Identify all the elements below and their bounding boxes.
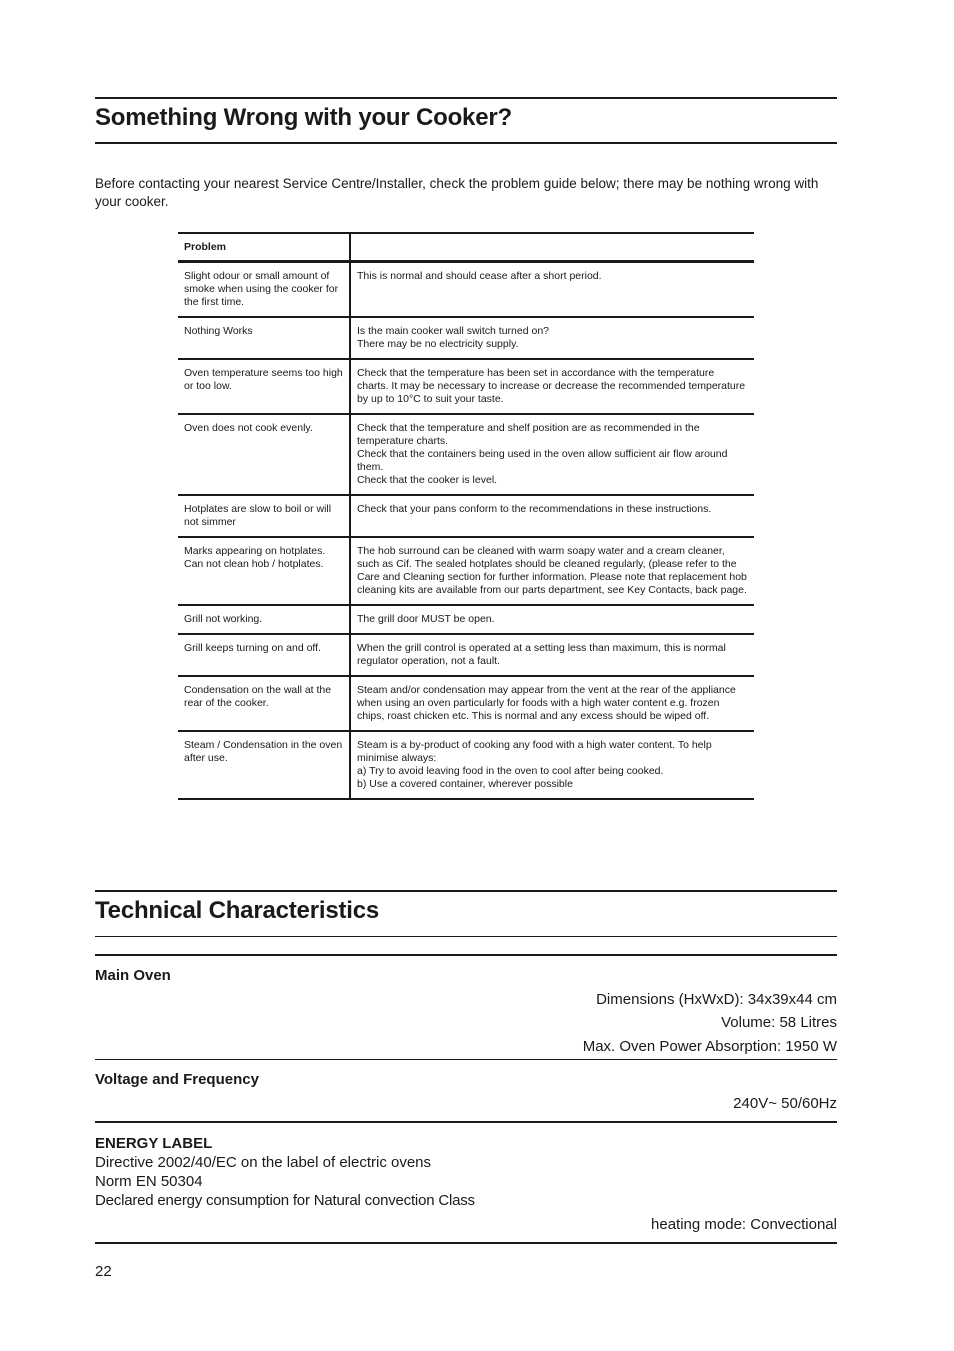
problem-cell: Oven does not cook evenly.: [178, 414, 350, 495]
energy-rule: [95, 1121, 837, 1123]
solution-cell: When the grill control is operated at a setting less than maximum, this is normal regulator operation, not a fault.: [350, 634, 754, 676]
energy-declared: Declared energy consumption for Natural convection Class: [95, 1192, 475, 1209]
solution-cell: Check that the temperature has been set in accordance with the temperature charts. It may be necessary to increase or decrease the recommended temperature by up to 10°C to suit your taste.: [350, 359, 754, 414]
problem-cell: Condensation on the wall at the rear of the cooker.: [178, 676, 350, 731]
solution-cell: Steam is a by-product of cooking any food with a high water content. To help minimise always: a) Try to avoid leaving food in the oven to cool after being cooked. b) Use a covered container, wherever possible: [350, 731, 754, 799]
table-row: [178, 317, 754, 359]
problem-cell: Oven temperature seems too high or too low.: [178, 359, 350, 414]
table-row: [178, 414, 754, 495]
header-problem: Problem: [178, 233, 350, 262]
section-title-troubleshooting: Something Wrong with your Cooker?: [95, 104, 512, 131]
solution-cell: Steam and/or condensation may appear from the vent at the rear of the appliance when using an oven particularly for foods with a high water content e.g. frozen chips, roast chicken etc. This is normal and any excess should be wiped off.: [350, 676, 754, 731]
energy-directive: Directive 2002/40/EC on the label of electric ovens: [95, 1154, 432, 1171]
page-number: 22: [95, 1263, 112, 1280]
section2-top-rule: [95, 890, 837, 892]
table-header-row: [178, 233, 754, 262]
problem-cell: Grill not working.: [178, 605, 350, 634]
solution-cell: Check that the temperature and shelf position are as recommended in the temperature charts. Check that the containers being used in the oven allow sufficient air flow around them. Check that the cooker is level.: [350, 414, 754, 495]
problem-cell: Slight odour or small amount of smoke when using the cooker for the first time.: [178, 262, 350, 318]
voltage-value: 240V~ 50/60Hz: [733, 1095, 837, 1112]
table-row: [178, 262, 754, 318]
main-oven-rule: [95, 954, 837, 956]
energy-norm: Norm EN 50304: [95, 1173, 203, 1190]
table-row: [178, 359, 754, 414]
problem-cell: Grill keeps turning on and off.: [178, 634, 350, 676]
solution-cell: Is the main cooker wall switch turned on? There may be no electricity supply.: [350, 317, 754, 359]
solution-cell: This is normal and should cease after a short period.: [350, 262, 754, 318]
solution-cell: The hob surround can be cleaned with warm soapy water and a cream cleaner, such as Cif. The sealed hotplates should be cleaned regularly, (please refer to the Care and Cleaning section for further information. Please note that replacement hob cleaning kits are available from our parts department, see Key Contacts, back page.: [350, 537, 754, 605]
problem-cell: Nothing Works: [178, 317, 350, 359]
section2-title-underline: [95, 936, 837, 937]
oven-dimensions: Dimensions (HxWxD): 34x39x44 cm: [596, 991, 837, 1008]
section-title-technical: Technical Characteristics: [95, 897, 380, 924]
top-rule: [95, 97, 837, 99]
problem-guide-table: [178, 232, 754, 800]
problem-cell: Hotplates are slow to boil or will not simmer: [178, 495, 350, 537]
main-oven-heading: Main Oven: [95, 967, 171, 984]
voltage-rule: [95, 1059, 837, 1060]
intro-paragraph: Before contacting your nearest Service Centre/Installer, check the problem guide below; there may be nothing wrong with your cooker.: [95, 176, 819, 209]
table-row: [178, 605, 754, 634]
table-row: [178, 495, 754, 537]
bottom-rule: [95, 1242, 837, 1244]
problem-cell: Steam / Condensation in the oven after use.: [178, 731, 350, 799]
solution-cell: The grill door MUST be open.: [350, 605, 754, 634]
oven-power: Max. Oven Power Absorption: 1950 W: [582, 1038, 837, 1055]
title-underline: [95, 142, 837, 144]
oven-volume: Volume: 58 Litres: [721, 1014, 837, 1031]
table-row: [178, 676, 754, 731]
problem-cell: Marks appearing on hotplates. Can not clean hob / hotplates.: [178, 537, 350, 605]
voltage-heading: Voltage and Frequency: [95, 1071, 259, 1088]
header-solution: [350, 233, 754, 262]
table-row: [178, 731, 754, 799]
table-row: [178, 634, 754, 676]
energy-label-heading: ENERGY LABEL: [95, 1135, 213, 1152]
solution-cell: Check that your pans conform to the recommendations in these instructions.: [350, 495, 754, 537]
energy-heating-mode: heating mode: Convectional: [651, 1216, 837, 1233]
table-row: [178, 537, 754, 605]
